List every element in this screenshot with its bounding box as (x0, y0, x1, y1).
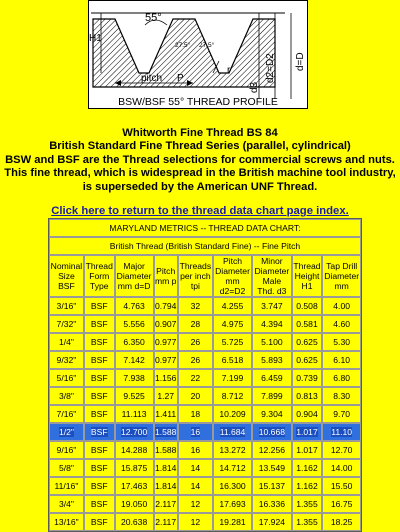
cell-value: 20 (190, 391, 201, 401)
table-cell (292, 441, 323, 459)
cell-value: 22 (190, 373, 201, 383)
table-row (49, 477, 361, 495)
table-cell (322, 459, 361, 477)
column-header: Threads per inch tpi (178, 255, 213, 297)
table-header-row (49, 255, 361, 297)
cell-value: 16 (190, 427, 201, 437)
table-cell (213, 423, 252, 441)
table-caption-1: MARYLAND METRICS -- THREAD DATA CHART: (49, 219, 361, 237)
table-cell (292, 297, 323, 315)
table-cell (154, 369, 178, 387)
table-cell (213, 477, 252, 495)
cell-value: 12 (190, 517, 201, 527)
table-cell (84, 369, 115, 387)
cell-value: BSF (90, 391, 108, 401)
column-header: Thread Height H1 (292, 255, 323, 297)
cell-value: 1.588 (154, 427, 177, 437)
cell-value: 0.977 (154, 355, 177, 365)
cell-value: 1.411 (155, 409, 177, 419)
table-cell (292, 315, 323, 333)
table-row (49, 459, 361, 477)
table-cell (115, 405, 154, 423)
table-cell (154, 387, 178, 405)
table-cell (115, 387, 154, 405)
table-row (49, 369, 361, 387)
table-cell (213, 441, 252, 459)
table-cell (178, 387, 213, 405)
cell-value: 8.712 (221, 391, 244, 401)
table-cell (322, 405, 361, 423)
table-row (49, 333, 361, 351)
table-cell (115, 315, 154, 333)
thread-profile-drawing (89, 1, 307, 108)
cell-value: 0.508 (296, 301, 318, 311)
angle-label: 55° (145, 12, 162, 24)
cell-value: 9/16" (56, 445, 77, 455)
intro-line-3: BSW and BSF are the Thread selections for commercial screws and nuts. (5, 153, 395, 166)
table-cell (49, 387, 84, 405)
cell-value: 0.625 (296, 355, 318, 365)
cell-value: 1.017 (296, 427, 318, 437)
table-cell (84, 405, 115, 423)
cell-value: 7.142 (123, 355, 145, 365)
table-cell (49, 477, 84, 495)
table-cell (178, 513, 213, 531)
table-cell (49, 441, 84, 459)
table-row (49, 405, 361, 423)
table-cell (252, 333, 292, 351)
intro-line-1: Whitworth Fine Thread BS 84 (122, 127, 278, 139)
cell-value: 1.814 (154, 463, 177, 473)
cell-value: 17.463 (120, 481, 148, 491)
table-cell (115, 477, 154, 495)
table-cell (178, 423, 213, 441)
cell-value: 4.975 (221, 319, 244, 329)
cell-value: 15.137 (258, 481, 286, 491)
thread-profile-diagram (88, 0, 308, 109)
cell-value: 0.739 (296, 373, 318, 383)
table-cell (213, 513, 252, 531)
d3-label: d3 (249, 81, 260, 93)
table-cell (322, 477, 361, 495)
diagram-caption: BSW/BSF 55° THREAD PROFILE (118, 96, 278, 108)
table-row (49, 297, 361, 315)
cell-value: 6.518 (221, 355, 244, 365)
table-caption-2: British Thread (British Standard Fine) -- Fine Pitch (49, 237, 361, 255)
table-cell (154, 477, 178, 495)
table-cell (49, 495, 84, 513)
cell-value: 1.355 (296, 499, 318, 509)
table-cell (213, 387, 252, 405)
table-cell (322, 333, 361, 351)
table-cell (292, 423, 323, 441)
thread-body (93, 19, 275, 87)
cell-value: 7/32" (56, 319, 77, 329)
table-cell (252, 369, 292, 387)
table-cell (84, 459, 115, 477)
table-cell (178, 297, 213, 315)
table-row (49, 315, 361, 333)
cell-value: 6.350 (123, 337, 145, 347)
cell-value: 11.113 (121, 409, 147, 419)
r-label: r (227, 65, 231, 76)
cell-value: 1.814 (154, 481, 177, 491)
cell-value: BSF (90, 319, 108, 329)
table-cell (292, 405, 323, 423)
table-cell (178, 441, 213, 459)
cell-value: 18.25 (330, 517, 353, 527)
cell-value: 1/2" (58, 427, 74, 437)
cell-value: 7.199 (221, 373, 244, 383)
d-label: d=D (295, 52, 306, 71)
table-cell (213, 351, 252, 369)
cell-value: BSF (90, 373, 108, 383)
table-row (49, 495, 361, 513)
table-cell (322, 423, 361, 441)
table-cell (115, 351, 154, 369)
h1-label: H1 (89, 33, 102, 44)
column-header: Pitch mm p (154, 255, 178, 297)
cell-value: 13/16" (54, 517, 79, 527)
cell-value: 5/8" (58, 463, 74, 473)
table-row (49, 441, 361, 459)
table-cell (115, 459, 154, 477)
table-cell (154, 297, 178, 315)
cell-value: 12 (190, 499, 201, 509)
cell-value: 26 (190, 355, 201, 365)
pitch-label: pitch (141, 73, 163, 84)
cell-value: 26 (190, 337, 201, 347)
table-cell (154, 315, 178, 333)
back-to-index-link[interactable]: Click here to return to the thread data chart page index. (51, 205, 349, 217)
cell-value: 7.899 (261, 391, 283, 401)
cell-value: 1/4" (58, 337, 74, 347)
cell-value: 14 (190, 463, 201, 473)
table-cell (49, 513, 84, 531)
table-cell (115, 423, 154, 441)
table-cell (322, 351, 361, 369)
cell-value: 11/16" (54, 481, 79, 491)
cell-value: 3/4" (58, 499, 74, 509)
table-cell (178, 333, 213, 351)
cell-value: 12.700 (120, 427, 148, 437)
cell-value: BSF (90, 445, 108, 455)
cell-value: 18 (190, 409, 201, 419)
cell-value: 7.938 (123, 373, 145, 383)
table-cell (292, 369, 323, 387)
cell-value: 6.10 (333, 355, 351, 365)
table-cell (252, 297, 292, 315)
cell-value: 5.725 (221, 337, 244, 347)
table-cell (154, 495, 178, 513)
table-cell (213, 297, 252, 315)
cell-value: 11.684 (219, 427, 246, 437)
cell-value: 1.588 (154, 445, 177, 455)
table-cell (84, 387, 115, 405)
d2-label: d2=D2 (265, 53, 276, 83)
table-cell (49, 297, 84, 315)
table-cell (252, 387, 292, 405)
cell-value: 4.60 (333, 319, 351, 329)
table-cell (322, 369, 361, 387)
cell-value: 5.100 (261, 337, 283, 347)
cell-value: 7/16" (56, 409, 77, 419)
cell-value: 16.300 (219, 481, 246, 491)
table-cell (154, 405, 178, 423)
table-cell (178, 351, 213, 369)
cell-value: 1.27 (157, 391, 175, 401)
table-cell (322, 387, 361, 405)
cell-value: 9/32" (56, 355, 77, 365)
column-header: Thread Form Type (84, 255, 115, 297)
table-cell (292, 351, 323, 369)
cell-value: 16.336 (258, 499, 286, 509)
table-row (49, 351, 361, 369)
cell-value: 19.281 (219, 517, 246, 527)
cell-value: BSF (90, 409, 108, 419)
p-label: P (177, 73, 184, 84)
table-row (49, 423, 361, 441)
table-cell (292, 477, 323, 495)
table-row (49, 513, 361, 531)
table-cell (292, 387, 323, 405)
table-cell (84, 351, 115, 369)
intro-line-4: This fine thread, which is widespread in the British machine tool industry, (4, 167, 396, 180)
table-cell (154, 333, 178, 351)
cell-value: 10.668 (258, 427, 286, 437)
table-cell (49, 405, 84, 423)
column-header: Tap Drill Diameter mm (322, 255, 361, 297)
cell-value: 0.904 (296, 409, 318, 419)
cell-value: 5.30 (333, 337, 351, 347)
table-cell (252, 441, 292, 459)
intro-line-5: is superseded by the American UNF Thread. (82, 180, 318, 193)
table-cell (154, 513, 178, 531)
half-angle-right-label: 27.5° (199, 42, 215, 49)
cell-value: 17.693 (219, 499, 246, 509)
table-cell (322, 495, 361, 513)
table-cell (252, 513, 292, 531)
table-cell (49, 351, 84, 369)
table-cell (252, 315, 292, 333)
cell-value: 1.017 (296, 445, 318, 455)
intro-text (0, 127, 400, 194)
table-cell (292, 513, 323, 531)
table-cell (84, 477, 115, 495)
cell-value: 9.525 (123, 391, 145, 401)
table-cell (178, 405, 213, 423)
cell-value: 9.304 (261, 409, 283, 419)
half-angle-left-label: 27.5° (175, 42, 191, 49)
table-cell (178, 495, 213, 513)
cell-value: 4.394 (261, 319, 283, 329)
cell-value: 32 (190, 301, 201, 311)
table-cell (322, 513, 361, 531)
column-header: Major Diameter mm d=D (115, 255, 154, 297)
cell-value: BSF (90, 337, 108, 347)
table-cell (252, 495, 292, 513)
table-cell (322, 315, 361, 333)
cell-value: 4.00 (333, 301, 351, 311)
table-cell (115, 513, 154, 531)
cell-value: 1.355 (296, 517, 318, 527)
cell-value: 9.70 (333, 409, 351, 419)
cell-value: 4.763 (123, 301, 145, 311)
column-header: Minor Diameter Male Thd. d3 (252, 255, 292, 297)
table-row (49, 387, 361, 405)
cell-value: BSF (90, 499, 108, 509)
table-cell (49, 459, 84, 477)
cell-value: 12.256 (258, 445, 286, 455)
cell-value: 0.907 (154, 319, 177, 329)
table-cell (154, 351, 178, 369)
table-cell (252, 477, 292, 495)
table-cell (178, 459, 213, 477)
cell-value: 15.875 (120, 463, 148, 473)
cell-value: BSF (90, 301, 108, 311)
table-cell (252, 351, 292, 369)
cell-value: BSF (90, 355, 108, 365)
table-cell (213, 495, 252, 513)
cell-value: 1.156 (154, 373, 177, 383)
table-cell (154, 459, 178, 477)
table-cell (178, 315, 213, 333)
table-cell (213, 315, 252, 333)
table-cell (84, 441, 115, 459)
cell-value: 10.209 (219, 409, 246, 419)
cell-value: 13.549 (258, 463, 286, 473)
cell-value: 16 (190, 445, 201, 455)
table-cell (49, 369, 84, 387)
intro-line-2: British Standard Fine Thread Series (parallel, cylindrical) (49, 140, 351, 153)
table-cell (213, 333, 252, 351)
table-cell (292, 333, 323, 351)
cell-value: 20.638 (120, 517, 148, 527)
cell-value: 0.977 (154, 337, 177, 347)
cell-value: 0.625 (296, 337, 318, 347)
cell-value: 13.272 (219, 445, 246, 455)
table-cell (84, 333, 115, 351)
cell-value: 19.050 (120, 499, 148, 509)
cell-value: 16.75 (330, 499, 353, 509)
cell-value: 2.117 (155, 517, 177, 527)
cell-value: 8.30 (333, 391, 351, 401)
thread-data-table (48, 218, 362, 532)
cell-value: 12.70 (330, 445, 353, 455)
table-cell (252, 405, 292, 423)
cell-value: 14.288 (120, 445, 148, 455)
column-header: Nominal Size BSF (49, 255, 84, 297)
table-cell (178, 477, 213, 495)
table-cell (84, 423, 115, 441)
table-cell (213, 459, 252, 477)
cell-value: 2.117 (155, 499, 177, 509)
cell-value: 0.813 (296, 391, 318, 401)
table-cell (84, 495, 115, 513)
table-cell (154, 423, 178, 441)
table-cell (292, 459, 323, 477)
table-cell (49, 333, 84, 351)
table-cell (115, 297, 154, 315)
cell-value: 5.893 (261, 355, 283, 365)
cell-value: 14 (190, 481, 201, 491)
table-cell (84, 297, 115, 315)
table-cell (252, 459, 292, 477)
cell-value: 3.747 (261, 301, 283, 311)
cell-value: 15.50 (330, 481, 353, 491)
table-cell (115, 495, 154, 513)
cell-value: 4.255 (221, 301, 244, 311)
table-cell (213, 369, 252, 387)
column-header: Pitch Diameter mm d2=D2 (213, 255, 252, 297)
cell-value: BSF (90, 463, 108, 473)
table-cell (292, 495, 323, 513)
table-cell (84, 513, 115, 531)
cell-value: 28 (190, 319, 201, 329)
cell-value: 0.794 (154, 301, 177, 311)
cell-value: 17.924 (258, 517, 286, 527)
table-cell (115, 441, 154, 459)
cell-value: 6.80 (333, 373, 351, 383)
table-cell (154, 441, 178, 459)
cell-value: 1.162 (296, 481, 318, 491)
table-cell (213, 405, 252, 423)
table-cell (252, 423, 292, 441)
cell-value: 6.459 (261, 373, 283, 383)
cell-value: 3/16" (56, 301, 77, 311)
table-cell (322, 441, 361, 459)
cell-value: 1.162 (296, 463, 318, 473)
table-cell (49, 423, 84, 441)
cell-value: BSF (90, 427, 108, 437)
cell-value: 5/16" (56, 373, 77, 383)
cell-value: 0.581 (296, 319, 318, 329)
table-cell (115, 333, 154, 351)
table-cell (322, 297, 361, 315)
table-cell (49, 315, 84, 333)
table-cell (84, 315, 115, 333)
cell-value: 3/8" (58, 391, 74, 401)
cell-value: 14.00 (330, 463, 353, 473)
table-cell (115, 369, 154, 387)
cell-value: BSF (90, 517, 108, 527)
cell-value: BSF (90, 481, 108, 491)
cell-value: 11.10 (331, 427, 353, 437)
table-cell (178, 369, 213, 387)
cell-value: 14.712 (219, 463, 246, 473)
cell-value: 5.556 (123, 319, 145, 329)
